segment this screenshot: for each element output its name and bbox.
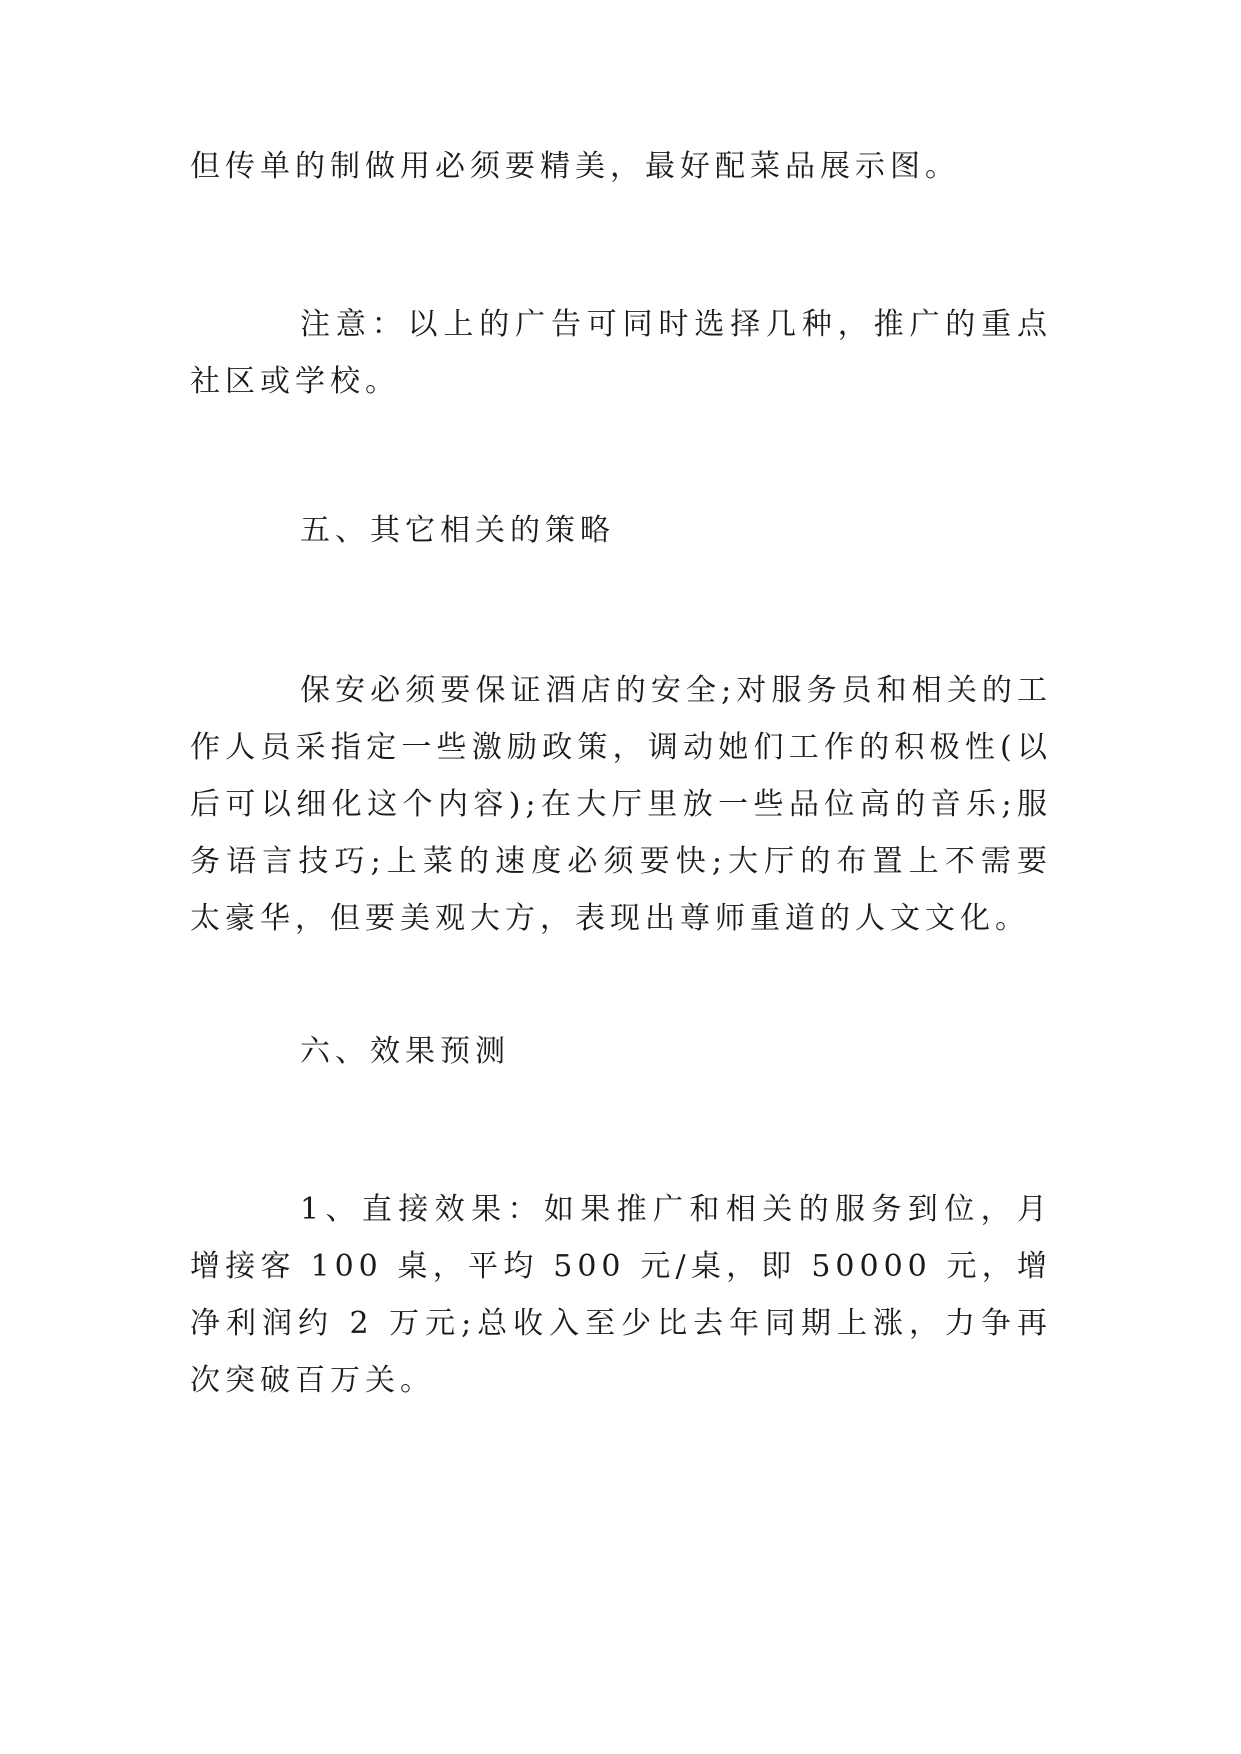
paragraph-direct-effect: 1、直接效果：如果推广和相关的服务到位，月增接客 100 桌，平均 500 元/桌，即 50000 元，增净利润约 2 万元;总收入至少比去年同期上涨，力争再次突破百万关。 xyxy=(190,1192,1052,1398)
paragraph-ad-note: 注意：以上的广告可同时选择几种，推广的重点社区或学校。 xyxy=(190,307,1052,399)
section-heading-other-strategies: 五、其它相关的策略 xyxy=(300,513,615,548)
paragraph-flyer-design: 但传单的制做用必须要精美，最好配菜品展示图。 xyxy=(190,149,960,184)
section-heading-effect-forecast: 六、效果预测 xyxy=(300,1034,510,1069)
paragraph-other-strategies: 保安必须要保证酒店的安全;对服务员和相关的工作人员采指定一些激励政策，调动她们工作的积极性(以后可以细化这个内容);在大厅里放一些品位高的音乐;服务语言技巧;上菜的速度必须要快;大厅的布置上不需要太豪华，但要美观大方，表现出尊师重道的人文文化。 xyxy=(190,673,1052,936)
